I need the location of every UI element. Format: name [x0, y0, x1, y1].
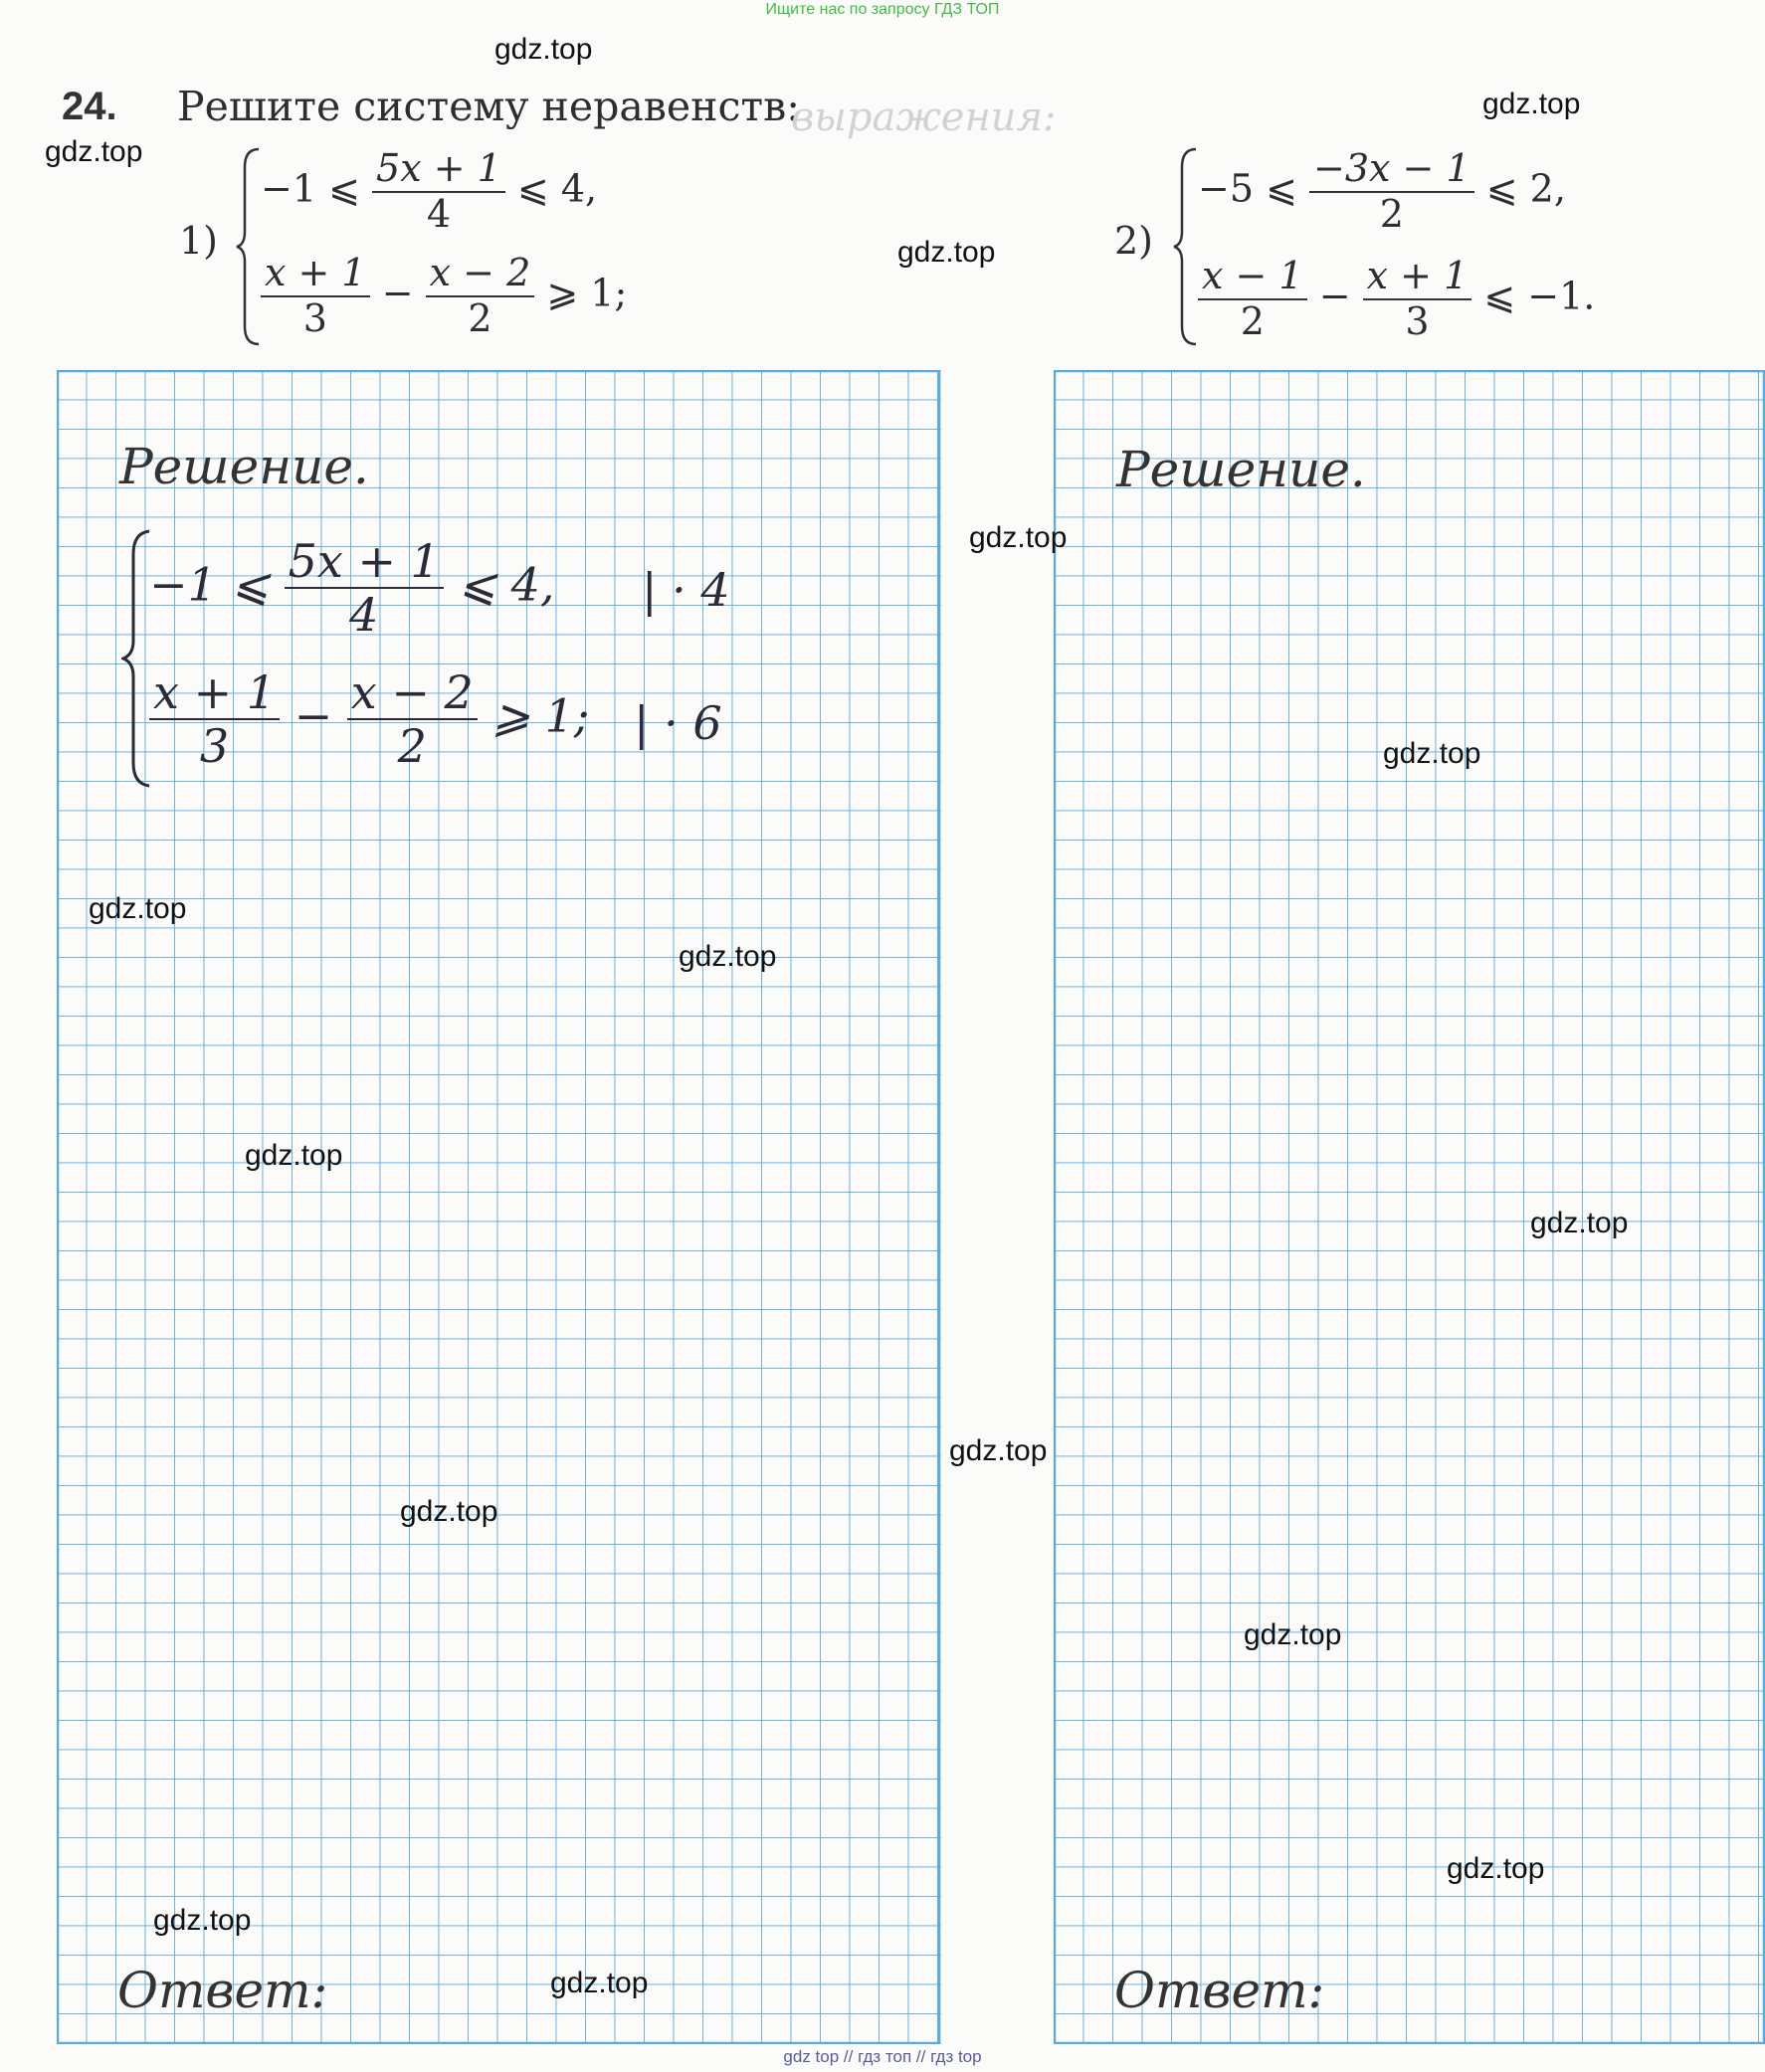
fraction-denominator: 2 [1240, 298, 1265, 343]
task-heading: Решите систему неравенств: [177, 83, 801, 130]
system1-row2-right: ⩾ 1; [546, 271, 628, 315]
watermark: gdz.top [550, 1967, 649, 1999]
watermark: gdz.top [494, 33, 593, 66]
system2-row2-fraction-b [1363, 254, 1472, 343]
system2-row2-fraction-a [1198, 254, 1307, 343]
solution-row2-multiplier: | · 6 [634, 696, 722, 750]
fraction-numerator: x + 1 [149, 668, 280, 720]
fraction-denominator: 3 [302, 295, 327, 340]
watermark: gdz.top [1244, 1618, 1342, 1651]
fraction-numerator: x − 1 [1198, 257, 1307, 300]
solution-row2 [149, 665, 590, 774]
fraction-numerator: x − 2 [347, 668, 478, 720]
fraction-numerator: 5x + 1 [285, 537, 444, 589]
system1-row1-left: −1 ⩽ [261, 166, 360, 211]
system1-row2 [261, 251, 628, 340]
fraction-denominator: 3 [199, 719, 230, 774]
solution-left-title: Решение. [119, 438, 369, 495]
system1-row2-fraction-a [261, 251, 370, 340]
system2-brace [1172, 147, 1200, 346]
watermark: gdz.top [153, 1904, 252, 1937]
grid-right [1054, 370, 1765, 2044]
solution-row1 [149, 534, 555, 643]
watermark: gdz.top [1482, 88, 1581, 120]
fraction-numerator: x + 1 [261, 254, 370, 297]
system2-row1 [1198, 146, 1566, 236]
answer-right-label: Ответ: [1114, 1962, 1325, 2019]
system1-row1 [261, 146, 598, 236]
system2-row2-right: ⩽ −1. [1483, 274, 1596, 318]
task-number: 24. [62, 85, 117, 128]
solution-row1-fraction [285, 534, 444, 643]
minus-sign: − [381, 271, 414, 315]
system1-row1-fraction [372, 146, 505, 236]
watermark: gdz.top [1383, 737, 1481, 770]
fraction-numerator: x − 2 [426, 254, 535, 297]
fraction-denominator: 3 [1405, 298, 1430, 343]
system2-row1-fraction [1309, 146, 1474, 236]
watermark: gdz.top [1530, 1207, 1629, 1239]
footer-links[interactable]: gdz top // гдз топ // гдз top [783, 2047, 982, 2066]
fraction-denominator: 2 [397, 719, 427, 774]
fraction-denominator: 4 [349, 588, 379, 643]
solution-row1-right: ⩽ 4, [458, 557, 555, 612]
system1-label: 1) [179, 219, 219, 263]
minus-sign: − [1318, 274, 1351, 318]
watermark: gdz.top [89, 892, 187, 925]
watermark: gdz.top [400, 1495, 498, 1528]
minus-sign: − [294, 688, 333, 743]
fraction-denominator: 2 [468, 295, 492, 340]
solution-row1-multiplier: | · 4 [642, 563, 730, 617]
solution-row2-fraction-a [149, 665, 280, 774]
watermark: gdz.top [969, 521, 1068, 554]
watermark: gdz.top [679, 940, 777, 973]
system2-row2 [1198, 254, 1596, 343]
solution-row2-fraction-b [347, 665, 478, 774]
fraction-denominator: 2 [1379, 191, 1404, 236]
fraction-numerator: x + 1 [1363, 257, 1472, 300]
watermark: gdz.top [245, 1139, 343, 1172]
system2-row1-left: −5 ⩽ [1198, 166, 1297, 211]
watermark: gdz.top [1447, 1852, 1545, 1885]
solution-right-title: Решение. [1116, 441, 1366, 498]
solution-row2-right: ⩾ 1; [491, 688, 590, 743]
system2-row1-right: ⩽ 2, [1485, 166, 1566, 211]
system1-row1-right: ⩽ 4, [516, 166, 598, 211]
ghost-text: выражения: [791, 94, 1057, 140]
system1-row2-fraction-b [426, 251, 535, 340]
watermark: gdz.top [949, 1434, 1048, 1467]
fraction-numerator: 5x + 1 [372, 149, 505, 193]
solution-row1-left: −1 ⩽ [149, 557, 270, 612]
answer-left-label: Ответ: [117, 1962, 328, 2019]
system1-brace [235, 147, 263, 346]
system2-label: 2) [1114, 219, 1154, 263]
fraction-numerator: −3x − 1 [1309, 149, 1474, 193]
fraction-denominator: 4 [426, 191, 452, 236]
watermark: gdz.top [45, 135, 143, 168]
search-banner[interactable]: Ищите нас по запросу ГДЗ ТОП [765, 1, 1000, 18]
watermark: gdz.top [897, 236, 996, 269]
